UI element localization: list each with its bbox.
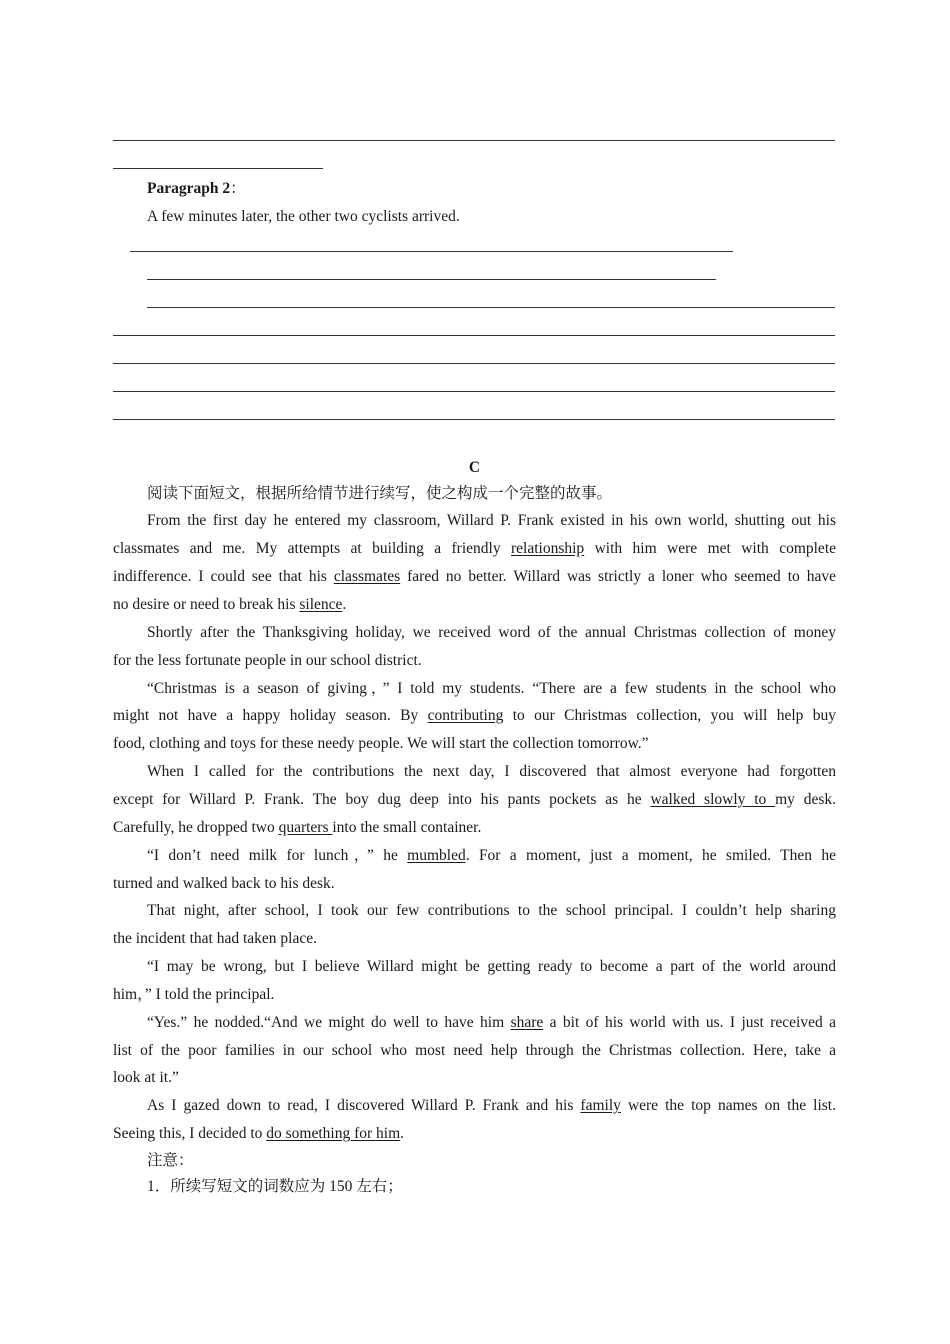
answer-line[interactable] [113, 363, 835, 364]
story-line: for the less fortunate people in our school district. [113, 652, 422, 669]
story-line: “I may be wrong, but I believe Willard might be getting ready to become a part of the world around [147, 958, 836, 975]
answer-line[interactable] [113, 140, 835, 141]
underlined-word: share [510, 1014, 544, 1031]
underlined-word: quarters [278, 819, 333, 836]
story-line: That night, after school, I took our few contributions to the school principal. I couldn’t help sharing [147, 902, 836, 919]
answer-line[interactable] [113, 391, 835, 392]
story-line: food, clothing and toys for these needy people. We will start the collection tomorrow.” [113, 735, 649, 752]
note-label: 注意： [147, 1152, 194, 1169]
answer-line[interactable] [130, 251, 733, 252]
answer-line[interactable] [147, 279, 716, 280]
underlined-word: do something for him [266, 1125, 401, 1142]
story-line: look at it.” [113, 1069, 179, 1086]
story-line: no desire or need to break his silence. [113, 596, 347, 613]
answer-line[interactable] [147, 307, 835, 308]
story-line: “I don’t need milk for lunch，” he mumbled. For a moment, just a moment, he smiled. Then he [147, 847, 836, 864]
story-line: turned and walked back to his desk. [113, 875, 335, 892]
section-letter: C [468, 459, 481, 476]
story-line: except for Willard P. Frank. The boy dug deep into his pants pockets as he walked slowly to my desk. [113, 791, 837, 808]
story-line: him，” I told the principal. [113, 986, 275, 1003]
underlined-word: walked slowly to [650, 791, 776, 808]
underlined-word: family [580, 1097, 621, 1114]
underlined-word: classmates [333, 568, 401, 585]
story-line: Seeing this, I decided to do something for him. [113, 1125, 405, 1142]
story-line: “Christmas is a season of giving，” I told my students. “There are a few students in the school who [147, 680, 836, 697]
story-line: list of the poor families in our school who most need help through the Christmas collection. Here, take a [113, 1042, 836, 1059]
paragraph-2-heading: Paragraph 2： [147, 180, 246, 197]
note-item: 1．所续写短文的词数应为 150 左右； [147, 1178, 403, 1195]
answer-line[interactable] [113, 335, 835, 336]
story-line: Carefully, he dropped two quarters into the small container. [113, 819, 482, 836]
paragraph-2-first-sentence: A few minutes later, the other two cyclists arrived. [147, 208, 460, 225]
answer-line[interactable] [113, 168, 323, 169]
underlined-word: contributing [427, 707, 504, 724]
story-line: Shortly after the Thanksgiving holiday, we received word of the annual Christmas collection of money [147, 624, 836, 641]
underlined-word: relationship [510, 540, 585, 557]
story-line: the incident that had taken place. [113, 930, 317, 947]
story-line: “Yes.” he nodded.“And we might do well to have him share a bit of his world with us. I just received a [147, 1014, 836, 1031]
story-line: From the first day he entered my classroom, Willard P. Frank existed in his own world, shutting out his [147, 512, 836, 529]
story-line: might not have a happy holiday season. By contributing to our Christmas collection, you will help buy [113, 707, 836, 724]
story-line: As I gazed down to read, I discovered Willard P. Frank and his family were the top names on the list. [147, 1097, 836, 1114]
story-line: indifference. I could see that his classmates fared no better. Willard was strictly a loner who seemed to have [113, 568, 836, 585]
story-line: When I called for the contributions the next day, I discovered that almost everyone had forgotten [147, 763, 836, 780]
underlined-word: silence [299, 596, 343, 613]
section-instruction: 阅读下面短文，根据所给情节进行续写，使之构成一个完整的故事。 [147, 485, 613, 502]
underlined-word: mumbled [407, 847, 466, 864]
story-line: classmates and me. My attempts at building a friendly relationship with him were met with complete [113, 540, 836, 557]
answer-line[interactable] [113, 419, 835, 420]
